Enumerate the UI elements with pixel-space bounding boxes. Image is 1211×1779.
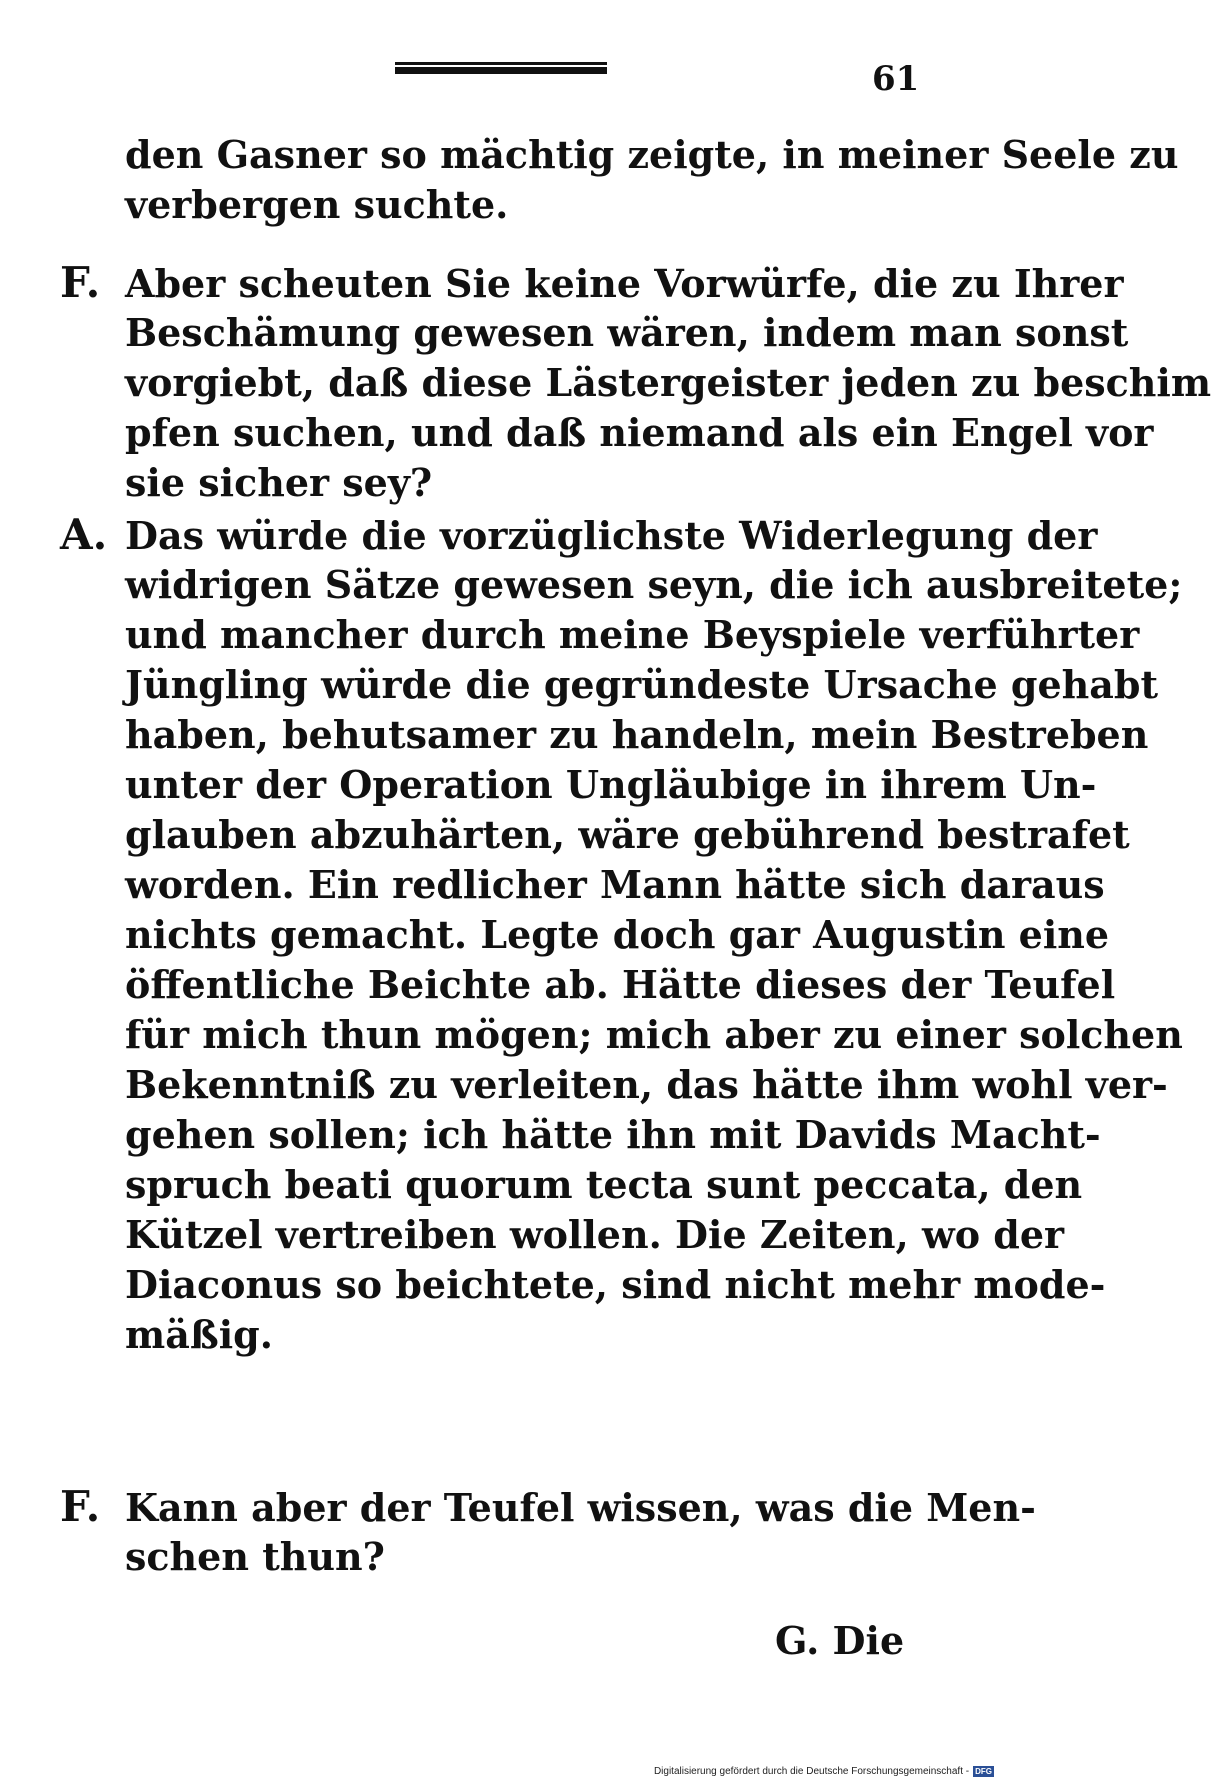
text-line: nichts gemacht. Legte doch gar Augustin eine <box>125 912 1110 957</box>
text-line: Aber scheuten Sie keine Vorwürfe, die zu Ihrer <box>125 261 1124 306</box>
dialog-first-line <box>60 1482 1036 1532</box>
text-line: Beschämung gewesen wären, indem man sonst <box>125 310 1129 355</box>
header-rule <box>395 62 607 76</box>
dialog-first-line <box>60 510 1098 560</box>
text-line: gehen sollen; ich hätte ihn mit Davids Macht- <box>125 1112 1101 1157</box>
text-line: für mich thun mögen; mich aber zu einer solchen <box>125 1012 1183 1057</box>
text-line: öffentliche Beichte ab. Hätte dieses der Teufel <box>125 962 1116 1007</box>
text-line: Diaconus so beichtete, sind nicht mehr mode- <box>125 1262 1106 1307</box>
speaker-label: F. <box>60 258 101 307</box>
text-line: mäßig. <box>125 1312 273 1357</box>
text-line: pfen suchen, und daß niemand als ein Engel vor <box>125 410 1154 455</box>
speaker-label: A. <box>60 510 108 559</box>
page-number: 61 <box>872 59 920 99</box>
text-line: sie sicher sey? <box>125 460 433 505</box>
paragraph-continuation <box>60 130 1179 230</box>
dialog-answer <box>60 510 1183 1360</box>
text-line: spruch beati quorum tecta sunt peccata, den <box>125 1162 1083 1207</box>
text-line: worden. Ein redlicher Mann hätte sich daraus <box>125 862 1105 907</box>
text-line: schen thun? <box>125 1534 385 1579</box>
speaker-label: F. <box>60 1482 101 1531</box>
text-line: den Gasner so mächtig zeigte, in meiner Seele zu <box>125 132 1179 177</box>
text-line: unter der Operation Ungläubige in ihrem Un- <box>125 762 1097 807</box>
text-line: glauben abzuhärten, wäre gebührend bestrafet <box>125 812 1130 857</box>
text-line: haben, behutsamer zu handeln, mein Bestreben <box>125 712 1149 757</box>
text-line: und mancher durch meine Beyspiele verführter <box>125 612 1140 657</box>
header-rule-thick-line <box>395 67 607 74</box>
dfg-logo-icon: DFG <box>975 1767 992 1776</box>
dialog-first-line <box>60 258 1124 308</box>
text-line: Kann aber der Teufel wissen, was die Men- <box>125 1485 1036 1530</box>
text-line: Bekenntniß zu verleiten, das hätte ihm wohl ver- <box>125 1062 1168 1107</box>
text-line: vorgiebt, daß diese Lästergeister jeden zu beschim <box>125 360 1211 405</box>
credit-text: Digitalisierung gefördert durch die Deutsche Forschungsgemeinschaft - <box>653 1766 970 1777</box>
text-line: Kützel vertreiben wollen. Die Zeiten, wo der <box>125 1212 1065 1257</box>
header-rule-thin-line <box>395 62 607 65</box>
text-line: Jüngling würde die gegründeste Ursache gehabt <box>125 662 1159 707</box>
catchword: G. Die <box>775 1618 905 1663</box>
dialog-question-2 <box>60 1482 1036 1582</box>
dialog-question <box>60 258 1211 508</box>
text-line: Das würde die vorzüglichste Widerlegung der <box>125 513 1098 558</box>
text-line: widrigen Sätze gewesen seyn, die ich ausbreitete; <box>125 562 1183 607</box>
text-line: verbergen suchte. <box>125 182 509 227</box>
digitization-credit <box>654 1766 994 1777</box>
